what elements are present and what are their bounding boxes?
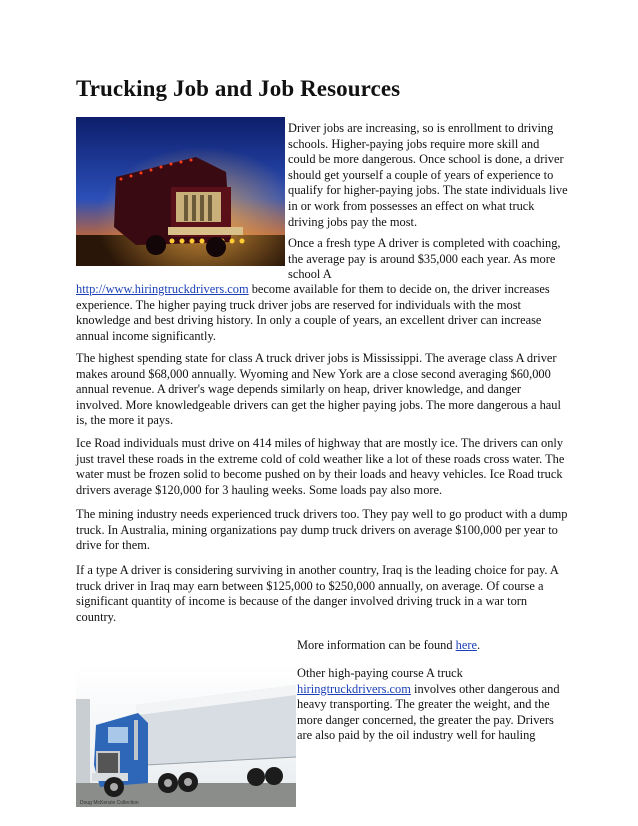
more-information-text: More information can be found bbox=[297, 638, 456, 652]
hiringtruckdrivers-url-link[interactable]: http://www.hiringtruckdrivers.com bbox=[76, 282, 249, 296]
here-link[interactable]: here bbox=[455, 638, 477, 652]
more-information-line bbox=[297, 638, 480, 654]
intro-paragraph-2-rest: become available for them to decide on, the driver increases experience. The higher paying truck driver jobs are reserved for individuals with the most knowledge and best driving history. In only a couple of years, an excellent driver can increase annual income significantly. bbox=[76, 282, 550, 343]
other-paragraph-rest: involves other dangerous and heavy transporting. The greater the weight, and the more danger concerned, the greater the pay. Drivers are also paid by the oil industry well for hauling bbox=[297, 681, 560, 743]
more-information-period: . bbox=[476, 638, 481, 652]
intro-paragraph-2-start: Once a fresh type A driver is completed with coaching, the average pay is around $35,000 each year. As more school A bbox=[288, 236, 561, 282]
night-truck-photo bbox=[76, 117, 285, 266]
paragraph-mining: The mining industry needs experienced truck drivers too. They pay well to go product with a dump truck. In Australia, mining organizations pay dump truck drivers on average $100,000 per year to drive for them. bbox=[76, 507, 568, 553]
hiringtruckdrivers-link[interactable]: hiringtruckdrivers.com bbox=[297, 681, 411, 696]
intro-paragraph-2-continued bbox=[76, 282, 568, 344]
blue-truck-photo bbox=[76, 665, 296, 807]
paragraph-iraq: If a type A driver is considering surviving in another country, Iraq is the leading choice for pay. A truck driver in Iraq may earn between $125,000 to $250,000 annually, on average. Of course a significant quantity of income is because of the danger involved driving truck in a war torn country. bbox=[76, 563, 559, 624]
photo-credit-caption: Doug McKenzie Collection bbox=[80, 800, 139, 806]
page-title: Trucking Job and Job Resources bbox=[76, 76, 401, 101]
other-paragraph bbox=[297, 666, 567, 744]
other-paragraph-start: Other high-paying course A truck bbox=[297, 666, 463, 680]
paragraph-ice-road: Ice Road individuals must drive on 414 miles of highway that are mostly ice. The drivers can only just travel these roads in the extreme cold of cold weather like a lot of these roads cross water. The water must be frozen solid to become pushed on by their loads and heavy vehicles. Ice Road truck drivers average $120,000 for 3 hauling weeks. Some loads pay also more. bbox=[76, 436, 565, 497]
intro-paragraph-1: Driver jobs are increasing, so is enrollment to driving schools. Higher-paying jobs require more skill and could be more dangerous. Once school is done, a driver should get yourself a couple of years of experience to qualify for higher-paying jobs. The state individuals live in or work from possesses an effect on what truck driving jobs pay the most. bbox=[288, 121, 568, 229]
paragraph-mississippi: The highest spending state for class A truck driver jobs is Mississippi. The average class A driver makes around $68,000 annually. Wyoming and New York are a close second averaging $60,000 annual revenue. A driver's wage depends similarly on heap, driver knowledge, and danger involved. More knowledgeable drivers can get the higher paying jobs. The more dangerous a haul is, the more it pays. bbox=[76, 351, 561, 428]
